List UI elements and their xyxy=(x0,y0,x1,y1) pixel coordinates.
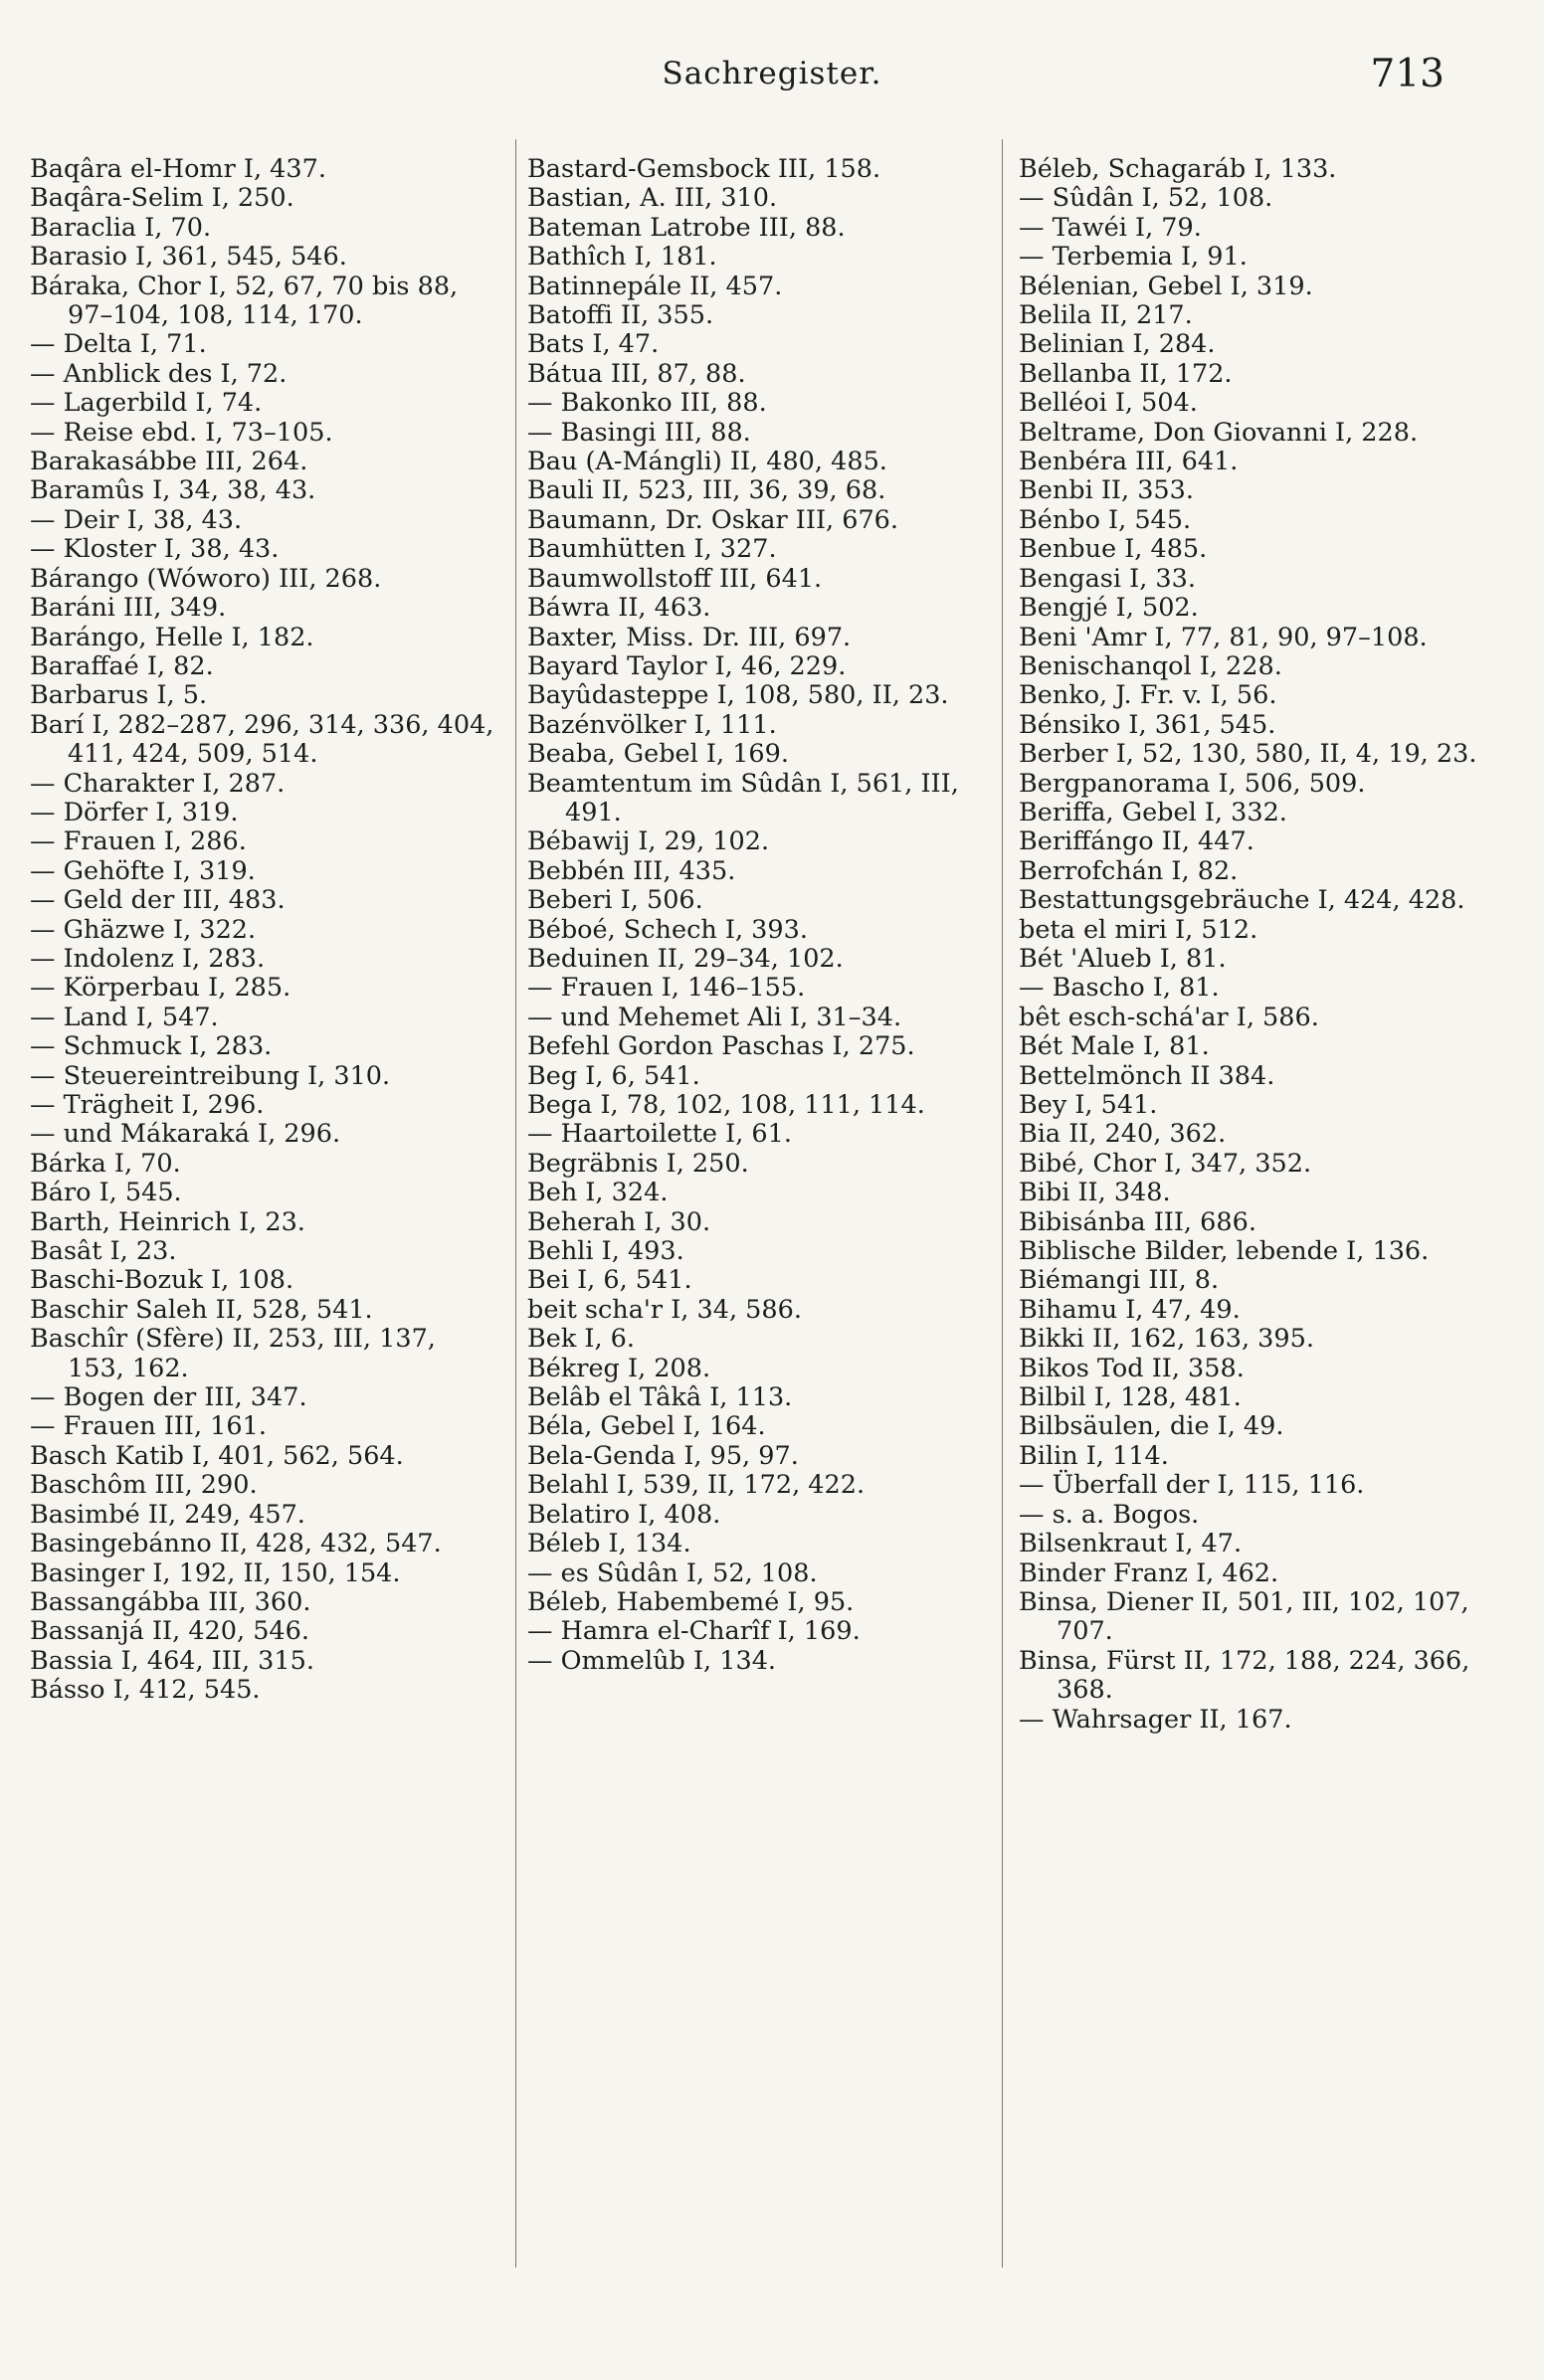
index-entry: — Terbemia I, 91. xyxy=(1019,242,1248,273)
index-entry: Beaba, Gebel I, 169. xyxy=(527,739,789,770)
index-entry: — Überfall der I, 115, 116. xyxy=(1019,1470,1365,1501)
index-entry: Bega I, 78, 102, 108, 111, 114. xyxy=(527,1090,925,1120)
index-entry: Bia II, 240, 362. xyxy=(1019,1119,1227,1150)
index-entry: — Anblick des I, 72. xyxy=(30,358,288,389)
index-entry: — Bakonko III, 88. xyxy=(527,388,767,419)
index-column-2 xyxy=(527,155,995,1676)
index-entry: Befehl Gordon Paschas I, 275. xyxy=(527,1031,915,1062)
index-entry: Bilin I, 114. xyxy=(1019,1440,1169,1471)
index-entry: — Charakter I, 287. xyxy=(30,768,286,799)
index-entry: Binsa, Diener II, 501, III, 102, 107, 707. xyxy=(1019,1586,1477,1647)
index-entry: — Frauen I, 286. xyxy=(30,826,247,857)
index-entry: Bayûdasteppe I, 108, 580, II, 23. xyxy=(527,680,949,711)
index-entry: Benbi II, 353. xyxy=(1019,475,1194,506)
index-entry: Belahl I, 539, II, 172, 422. xyxy=(527,1470,866,1501)
index-entry: Bellanba II, 172. xyxy=(1019,358,1233,389)
index-entry: — Delta I, 71. xyxy=(30,329,207,360)
index-entry: Bénsiko I, 361, 545. xyxy=(1019,709,1276,740)
index-entry: — Reise ebd. I, 73–105. xyxy=(30,417,333,448)
index-entry: Bibisánba III, 686. xyxy=(1019,1206,1256,1237)
index-entry: Behli I, 493. xyxy=(527,1236,684,1267)
index-entry: Baumhütten I, 327. xyxy=(527,534,777,565)
index-entry: Belléoi I, 504. xyxy=(1019,388,1198,419)
index-entry: Baramûs I, 34, 38, 43. xyxy=(30,475,316,506)
index-entry: Bárka I, 70. xyxy=(30,1148,181,1179)
index-entry: Basimbé II, 249, 457. xyxy=(30,1499,305,1530)
index-entry: Benischanqol I, 228. xyxy=(1019,650,1282,681)
index-entry: — Frauen I, 146–155. xyxy=(527,973,806,1004)
index-entry: Basingebánno II, 428, 432, 547. xyxy=(30,1529,442,1559)
index-entry: Baschîr (Sfère) II, 253, III, 137, 153, 162. xyxy=(30,1324,445,1383)
index-entry: Berrofchán I, 82. xyxy=(1019,855,1239,886)
index-entry: — und Mákaraká I, 296. xyxy=(30,1119,341,1150)
index-entry: Bébawij I, 29, 102. xyxy=(527,826,770,857)
index-entry: Bilbil I, 128, 481. xyxy=(1019,1382,1242,1413)
index-entry: Baqâra-Selim I, 250. xyxy=(30,183,294,214)
index-entry: Békreg I, 208. xyxy=(527,1353,711,1383)
index-entry: Báraka, Chor I, 52, 67, 70 bis 88, 97–104, 108, 114, 170. xyxy=(30,271,467,331)
index-entry: Beriffa, Gebel I, 332. xyxy=(1019,797,1287,827)
index-entry: Baumann, Dr. Oskar III, 676. xyxy=(527,504,898,535)
index-entry: — Bogen der III, 347. xyxy=(30,1382,307,1413)
index-entry: Bebbén III, 435. xyxy=(527,855,736,886)
index-entry: Beduinen II, 29–34, 102. xyxy=(527,943,844,974)
index-entry: Baraffaé I, 82. xyxy=(30,650,214,681)
index-entry: Báwra II, 463. xyxy=(527,593,711,624)
index-entry: — Bascho I, 81. xyxy=(1019,973,1220,1004)
page-header xyxy=(0,52,1544,111)
index-entry: — Indolenz I, 283. xyxy=(30,943,266,974)
index-entry: — Land I, 547. xyxy=(30,1002,219,1032)
index-entry: Benbue I, 485. xyxy=(1019,534,1208,565)
index-entry: Bayard Taylor I, 46, 229. xyxy=(527,650,847,681)
running-title: Sachregister. xyxy=(662,56,882,92)
index-entry: Bergpanorama I, 506, 509. xyxy=(1019,768,1366,799)
index-entry: Batoffi II, 355. xyxy=(527,300,714,331)
column-divider xyxy=(1002,139,1003,2268)
index-entry: Bengjé I, 502. xyxy=(1019,593,1199,624)
index-entry: — Deir I, 38, 43. xyxy=(30,504,243,535)
index-entry: — und Mehemet Ali I, 31–34. xyxy=(527,1002,902,1032)
index-entry: Begräbnis I, 250. xyxy=(527,1148,749,1179)
index-entry: Bey I, 541. xyxy=(1019,1090,1158,1120)
index-entry: — Sûdân I, 52, 108. xyxy=(1019,183,1273,214)
index-entry: — Steuereintreibung I, 310. xyxy=(30,1060,391,1091)
index-entry: — Lagerbild I, 74. xyxy=(30,388,263,419)
index-entry: Bihamu I, 47, 49. xyxy=(1019,1294,1241,1325)
index-entry: Beltrame, Don Giovanni I, 228. xyxy=(1019,417,1419,448)
index-entry: — Gehöfte I, 319. xyxy=(30,855,256,886)
index-entry: Baraclia I, 70. xyxy=(30,212,212,243)
index-entry: — Dörfer I, 319. xyxy=(30,797,239,827)
index-entry: — Wahrsager II, 167. xyxy=(1019,1704,1292,1735)
index-entry: Basch Katib I, 401, 562, 564. xyxy=(30,1440,404,1471)
index-entry: — Kloster I, 38, 43. xyxy=(30,534,280,565)
index-entry: Beh I, 324. xyxy=(527,1178,669,1208)
index-entry: Bikki II, 162, 163, 395. xyxy=(1019,1324,1314,1355)
index-entry: Belatiro I, 408. xyxy=(527,1499,721,1530)
index-entry: Baschi-Bozuk I, 108. xyxy=(30,1265,294,1296)
index-entry: Bela-Genda I, 95, 97. xyxy=(527,1440,799,1471)
index-entry: Biémangi III, 8. xyxy=(1019,1265,1220,1296)
index-entry: Béleb, Schagaráb I, 133. xyxy=(1019,154,1337,184)
index-entry: Bengasi I, 33. xyxy=(1019,563,1196,594)
index-entry: Bélenian, Gebel I, 319. xyxy=(1019,271,1313,301)
index-entry: Bátua III, 87, 88. xyxy=(527,358,746,389)
index-entry: Basinger I, 192, II, 150, 154. xyxy=(30,1557,401,1588)
index-entry: Belila II, 217. xyxy=(1019,300,1193,331)
index-entry: Berber I, 52, 130, 580, II, 4, 19, 23. xyxy=(1019,739,1477,770)
index-entry: Bilbsäulen, die I, 49. xyxy=(1019,1411,1284,1442)
index-entry: Belâb el Tâkâ I, 113. xyxy=(527,1382,793,1413)
index-entry: Bestattungsgebräuche I, 424, 428. xyxy=(1019,885,1465,916)
index-entry: — Tawéi I, 79. xyxy=(1019,212,1202,243)
index-entry: Básso I, 412, 545. xyxy=(30,1675,261,1706)
index-entry: Bibé, Chor I, 347, 352. xyxy=(1019,1148,1312,1179)
index-entry: Béboé, Schech I, 393. xyxy=(527,914,808,945)
index-entry: Bárango (Wóworo) III, 268. xyxy=(30,563,382,594)
index-entry: — Schmuck I, 283. xyxy=(30,1031,273,1062)
index-entry: Beg I, 6, 541. xyxy=(527,1060,700,1091)
index-entry: bêt esch-schá'ar I, 586. xyxy=(1019,1002,1319,1032)
index-entry: Bilsenkraut I, 47. xyxy=(1019,1529,1243,1559)
index-entry: — Ghäzwe I, 322. xyxy=(30,914,257,945)
index-entry: Bastard-Gemsbock III, 158. xyxy=(527,154,881,184)
index-entry: Beberi I, 506. xyxy=(527,885,703,916)
index-entry: Baxter, Miss. Dr. III, 697. xyxy=(527,622,852,652)
index-entry: beta el miri I, 512. xyxy=(1019,914,1258,945)
index-entry: Benbéra III, 641. xyxy=(1019,447,1239,477)
index-entry: Bibi II, 348. xyxy=(1019,1178,1171,1208)
index-entry: Barbarus I, 5. xyxy=(30,680,208,711)
index-entry: Bastian, A. III, 310. xyxy=(527,183,778,214)
index-entry: Bazénvölker I, 111. xyxy=(527,709,777,740)
index-entry: beit scha'r I, 34, 586. xyxy=(527,1294,802,1325)
index-entry: Bauli II, 523, III, 36, 39, 68. xyxy=(527,475,886,506)
index-entry: — Geld der III, 483. xyxy=(30,885,286,916)
index-entry: Bau (A-Mángli) II, 480, 485. xyxy=(527,447,887,477)
index-entry: Bassia I, 464, III, 315. xyxy=(30,1645,314,1676)
index-entry: — Hamra el-Charîf I, 169. xyxy=(527,1616,861,1647)
index-entry: Biblische Bilder, lebende I, 136. xyxy=(1019,1236,1430,1267)
index-entry: Barángo, Helle I, 182. xyxy=(30,622,314,652)
index-entry: Baschir Saleh II, 528, 541. xyxy=(30,1294,373,1325)
index-entry: Bei I, 6, 541. xyxy=(527,1265,692,1296)
index-entry: Beamtentum im Sûdân I, 561, III, 491. xyxy=(527,768,967,827)
index-entry: Bassanjá II, 420, 546. xyxy=(30,1616,309,1647)
index-entry: Basât I, 23. xyxy=(30,1236,177,1267)
index-entry: Barakasábbe III, 264. xyxy=(30,447,308,477)
column-divider xyxy=(515,139,516,2268)
index-entry: Barasio I, 361, 545, 546. xyxy=(30,242,347,273)
index-entry: Béla, Gebel I, 164. xyxy=(527,1411,766,1442)
index-entry: — es Sûdân I, 52, 108. xyxy=(527,1557,818,1588)
index-entry: Bateman Latrobe III, 88. xyxy=(527,212,846,243)
index-entry: Barí I, 282–287, 296, 314, 336, 404, 411, 424, 509, 514. xyxy=(30,709,502,770)
index-entry: Binsa, Fürst II, 172, 188, 224, 366, 368. xyxy=(1019,1645,1478,1706)
index-entry: — Haartoilette I, 61. xyxy=(527,1119,792,1150)
index-entry: Bét 'Alueb I, 81. xyxy=(1019,943,1227,974)
index-column-3 xyxy=(1019,155,1486,1735)
index-entry: — Frauen III, 161. xyxy=(30,1411,267,1442)
index-entry: Baqâra el-Homr I, 437. xyxy=(30,154,326,184)
index-entry: Barth, Heinrich I, 23. xyxy=(30,1206,305,1237)
index-entry: — Körperbau I, 285. xyxy=(30,973,291,1004)
index-entry: — Trägheit I, 296. xyxy=(30,1090,265,1120)
index-entry: Bettelmönch II 384. xyxy=(1019,1060,1275,1091)
index-entry: — s. a. Bogos. xyxy=(1019,1499,1200,1530)
index-entry: Beni 'Amr I, 77, 81, 90, 97–108. xyxy=(1019,622,1428,652)
index-entry: Bét Male I, 81. xyxy=(1019,1031,1210,1062)
index-entry: Bathîch I, 181. xyxy=(527,242,717,273)
index-entry: Béleb I, 134. xyxy=(527,1529,691,1559)
index-entry: Batinnepále II, 457. xyxy=(527,271,783,301)
index-entry: Bats I, 47. xyxy=(527,329,660,360)
index-entry: — Basingi III, 88. xyxy=(527,417,751,448)
index-column-1 xyxy=(30,154,502,1706)
index-entry: Bikos Tod II, 358. xyxy=(1019,1353,1245,1383)
index-entry: Benko, J. Fr. v. I, 56. xyxy=(1019,680,1277,711)
index-entry: Baráni III, 349. xyxy=(30,593,227,624)
index-entry: Bassangábba III, 360. xyxy=(30,1586,311,1617)
index-entry: Binder Franz I, 462. xyxy=(1019,1557,1279,1588)
index-entry: Beriffángo II, 447. xyxy=(1019,826,1254,857)
index-entry: — Ommelûb I, 134. xyxy=(527,1645,777,1676)
index-entry: Beherah I, 30. xyxy=(527,1206,711,1237)
index-entry: Baumwollstoff III, 641. xyxy=(527,563,823,594)
page-number: 713 xyxy=(1370,52,1445,96)
index-entry: Bek I, 6. xyxy=(527,1324,636,1355)
index-entry: Belinian I, 284. xyxy=(1019,329,1216,360)
index-entry: Báro I, 545. xyxy=(30,1178,182,1208)
index-entry: Baschôm III, 290. xyxy=(30,1470,258,1501)
index-entry: Béleb, Habembemé I, 95. xyxy=(527,1586,855,1617)
index-entry: Bénbo I, 545. xyxy=(1019,504,1192,535)
